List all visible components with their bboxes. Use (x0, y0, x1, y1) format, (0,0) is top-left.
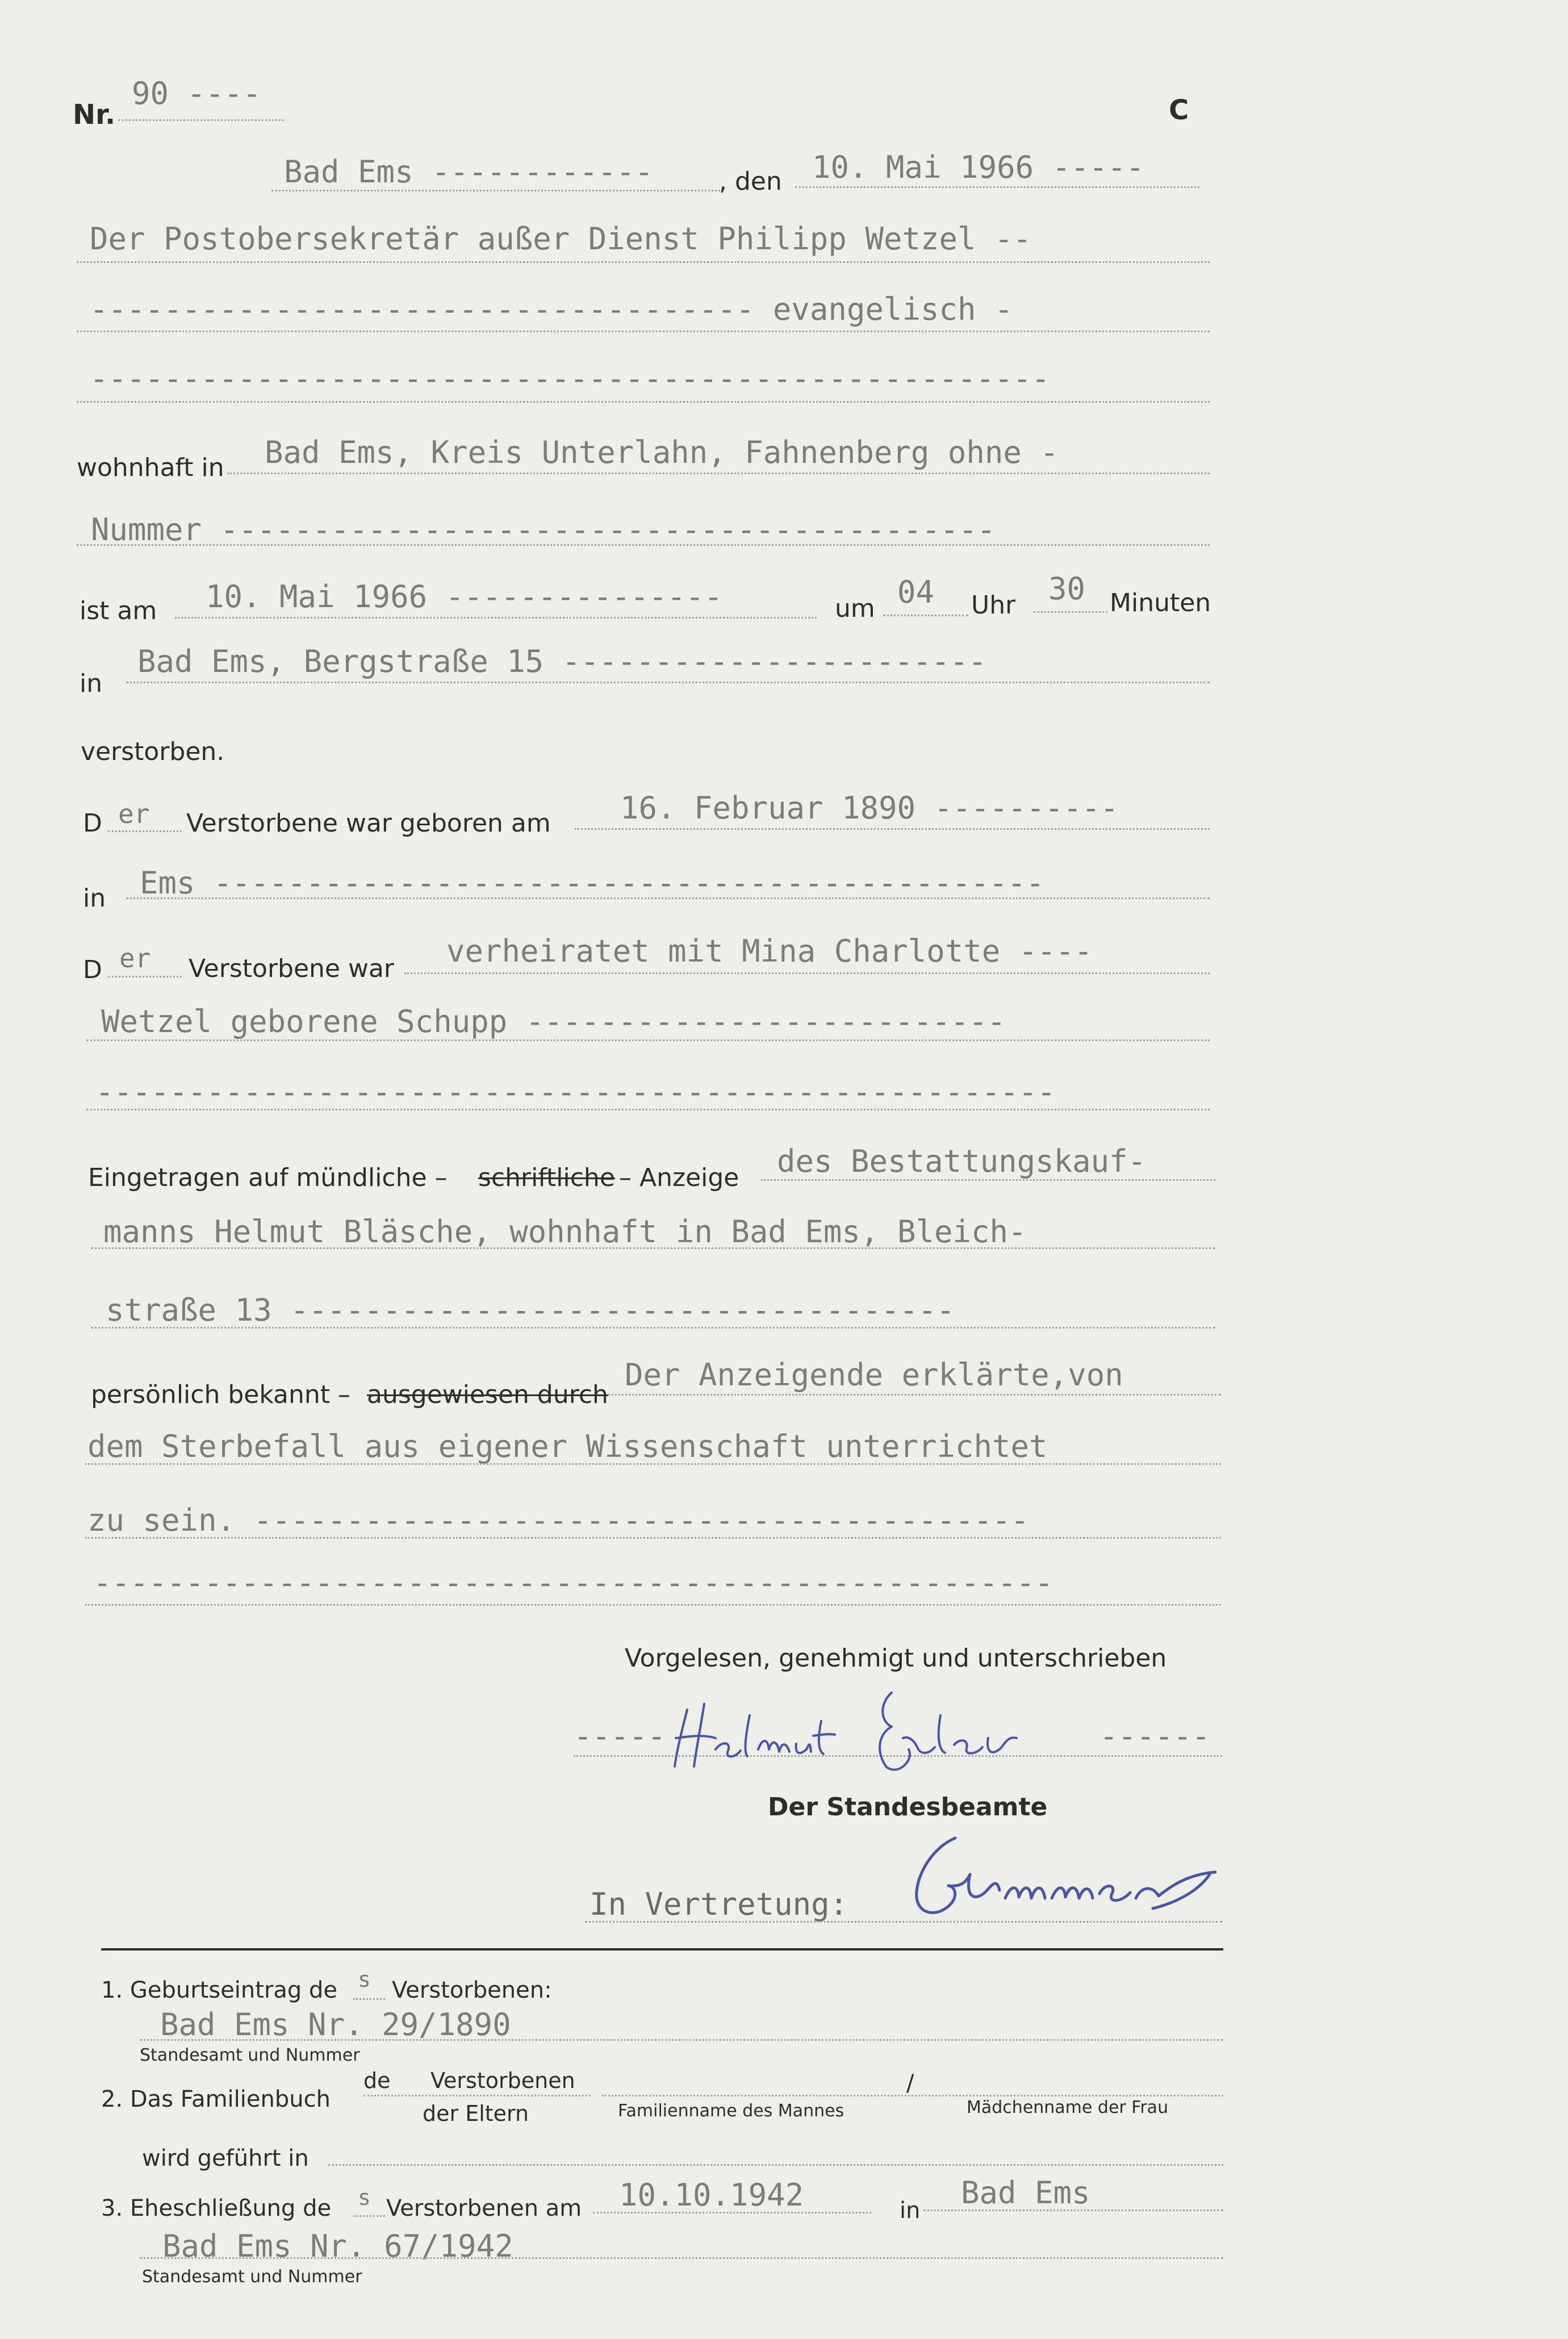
birth-d-label: D (83, 809, 102, 838)
identity-line-3: zu sein. ------------------------------------------ (87, 1502, 1030, 1538)
family-book-de: de (363, 2068, 391, 2093)
residence-line-2-rule (77, 544, 1210, 546)
death-date: 10. Mai 1966 --------------- (206, 579, 723, 615)
identity-label-a: persönlich bekannt – (91, 1380, 351, 1409)
identity-line-2: dem Sterbefall aus eigener Wissenschaft unterrichtet (87, 1429, 1048, 1464)
registration-struck-written: schriftliche (478, 1163, 615, 1192)
wife-maiden-name-caption: Mädchenname der Frau (967, 2098, 1169, 2117)
husband-surname-caption: Familienname des Mannes (618, 2101, 844, 2121)
marriage-entry-line (140, 2257, 1223, 2259)
marriage-entry-value: Bad Ems Nr. 67/1942 (162, 2228, 513, 2264)
registration-date: 10. Mai 1966 ----- (812, 149, 1145, 185)
identity-line-2-rule (85, 1463, 1221, 1465)
identity-line-1-rule (608, 1394, 1221, 1396)
person-line-2-rule (77, 331, 1210, 332)
birth-er-line (108, 830, 182, 832)
in-vertretung-label: In Vertretung: (589, 1886, 848, 1922)
minute-line (1034, 611, 1107, 613)
marital-er-suffix: er (119, 943, 151, 974)
marriage-registry-caption: Standesamt und Nummer (142, 2267, 362, 2287)
person-line-2: ------------------------------------ evangelisch - (90, 291, 1013, 327)
residence-line-2: Nummer ------------------------------------------ (91, 512, 996, 548)
marital-line-3-rule (86, 1109, 1210, 1110)
marriage-place-line (923, 2209, 1223, 2211)
verstorben-label: verstorben. (81, 737, 225, 766)
ist-am-label: ist am (80, 596, 157, 625)
marriage-label: 3. Eheschließung de (101, 2195, 332, 2221)
death-place: Bad Ems, Bergstraße 15 ----------------------- (137, 644, 987, 679)
person-line-3-rule (77, 401, 1210, 403)
person-line-1: Der Postobersekretär außer Dienst Philipp Wetzel -- (90, 221, 1032, 257)
death-date-line (175, 617, 817, 619)
registration-line-2: manns Helmut Bläsche, wohnhaft in Bad Ems, Bleich- (103, 1214, 1027, 1250)
death-hour: 04 (897, 574, 935, 610)
nr-line (118, 119, 284, 121)
registrar-signature-name (0, 0, 2, 1)
family-book-label: 2. Das Familienbuch (101, 2086, 331, 2112)
death-place-line (126, 682, 1210, 683)
residence-label: wohnhaft in (77, 453, 224, 482)
marital-line-2-rule (86, 1039, 1210, 1041)
birth-label: Verstorbene war geboren am (186, 809, 551, 838)
marriage-in-label: in (900, 2198, 921, 2224)
birth-entry-value: Bad Ems Nr. 29/1890 (160, 2007, 511, 2043)
marital-line-1-rule (404, 972, 1210, 974)
nr-label: Nr. (73, 99, 116, 131)
um-label: um (835, 594, 875, 623)
marital-label: Verstorbene war (189, 954, 395, 983)
birth-entry-label: 1. Geburtseintrag de (101, 1977, 338, 2003)
birth-place: Ems --------------------------------------------- (140, 865, 1045, 901)
birth-place-line (126, 897, 1210, 899)
family-book-fraction-line (363, 2095, 591, 2096)
entry-number: 90 ---- (132, 76, 261, 111)
birth-in-label: in (83, 884, 106, 913)
identity-line-1: Der Anzeigende erklärte,von (625, 1357, 1123, 1393)
marriage-s: s (358, 2185, 371, 2210)
registration-line-3-rule (91, 1327, 1215, 1329)
death-in-label: in (80, 669, 103, 698)
hour-line (883, 615, 968, 616)
registration-line-2-rule (91, 1247, 1215, 1249)
registrar-title: Der Standesbeamte (768, 1793, 1048, 1822)
birth-entry-line (140, 2039, 1223, 2041)
place-line (271, 190, 720, 191)
marriage-label-b: Verstorbenen am (386, 2195, 582, 2221)
marital-d-label: D (83, 955, 102, 984)
registration-line-1-rule (761, 1179, 1215, 1181)
person-line-1-rule (77, 261, 1210, 263)
birth-entry-label-b: Verstorbenen: (392, 1977, 552, 2003)
identity-line-4-rule (85, 1604, 1221, 1606)
person-line-3: ---------------------------------------------------- (90, 361, 1050, 396)
identity-struck-identified: ausgewiesen durch (367, 1380, 608, 1409)
uhr-label: Uhr (971, 591, 1016, 620)
registration-label-b: – Anzeige (619, 1163, 739, 1192)
birth-registry-caption: Standesamt und Nummer (140, 2045, 360, 2065)
registrar-signature (903, 1823, 1227, 1931)
family-book-parents: der Eltern (423, 2101, 529, 2126)
footer-separator (101, 1948, 1223, 1950)
registration-label-a: Eingetragen auf mündliche – (88, 1163, 448, 1192)
identity-line-3-rule (85, 1537, 1221, 1539)
read-approved-label: Vorgelesen, genehmigt und unterschrieben (625, 1644, 1167, 1673)
place-of-registration: Bad Ems ------------ (284, 154, 654, 190)
marital-line-3: ---------------------------------------------------- (95, 1074, 1056, 1110)
minuten-label: Minuten (1110, 588, 1211, 617)
identity-line-4: ---------------------------------------------------- (93, 1565, 1053, 1601)
marital-line-2: Wetzel geborene Schupp -------------------------- (101, 1004, 1006, 1039)
kept-in-line (328, 2164, 1223, 2166)
marital-line-1: verheiratet mit Mina Charlotte ---- (446, 933, 1093, 969)
family-name-divider: / (906, 2070, 914, 2096)
signature-dashes-left: ----- (574, 1718, 666, 1754)
den-label: , den (719, 167, 782, 196)
marital-er-line (108, 976, 182, 978)
birth-er-suffix: er (118, 799, 150, 829)
signature-dashes-right: ------ (1099, 1718, 1211, 1754)
death-minute: 30 (1048, 571, 1086, 607)
date-line (795, 186, 1199, 188)
kept-in-label: wird geführt in (142, 2145, 309, 2171)
marriage-s-line (353, 2215, 385, 2217)
registration-line-1: des Bestattungskauf- (777, 1143, 1147, 1179)
birth-date: 16. Februar 1890 ---------- (620, 790, 1119, 826)
family-book-deceased: Verstorbenen (430, 2068, 575, 2093)
informant-signature (664, 1681, 1096, 1778)
registration-line-3: straße 13 ------------------------------------ (106, 1292, 955, 1328)
marriage-date: 10.10.1942 (619, 2177, 804, 2213)
marriage-date-line (593, 2212, 871, 2213)
marriage-place: Bad Ems (961, 2175, 1090, 2211)
birth-entry-s: s (358, 1967, 371, 1992)
residence-line-1: Bad Ems, Kreis Unterlahn, Fahnenberg ohne - (265, 435, 1059, 470)
birth-entry-s-line (353, 1998, 385, 2000)
birth-date-line (575, 828, 1210, 830)
form-letter: C (1169, 94, 1189, 126)
residence-line-1-rule (227, 473, 1210, 474)
